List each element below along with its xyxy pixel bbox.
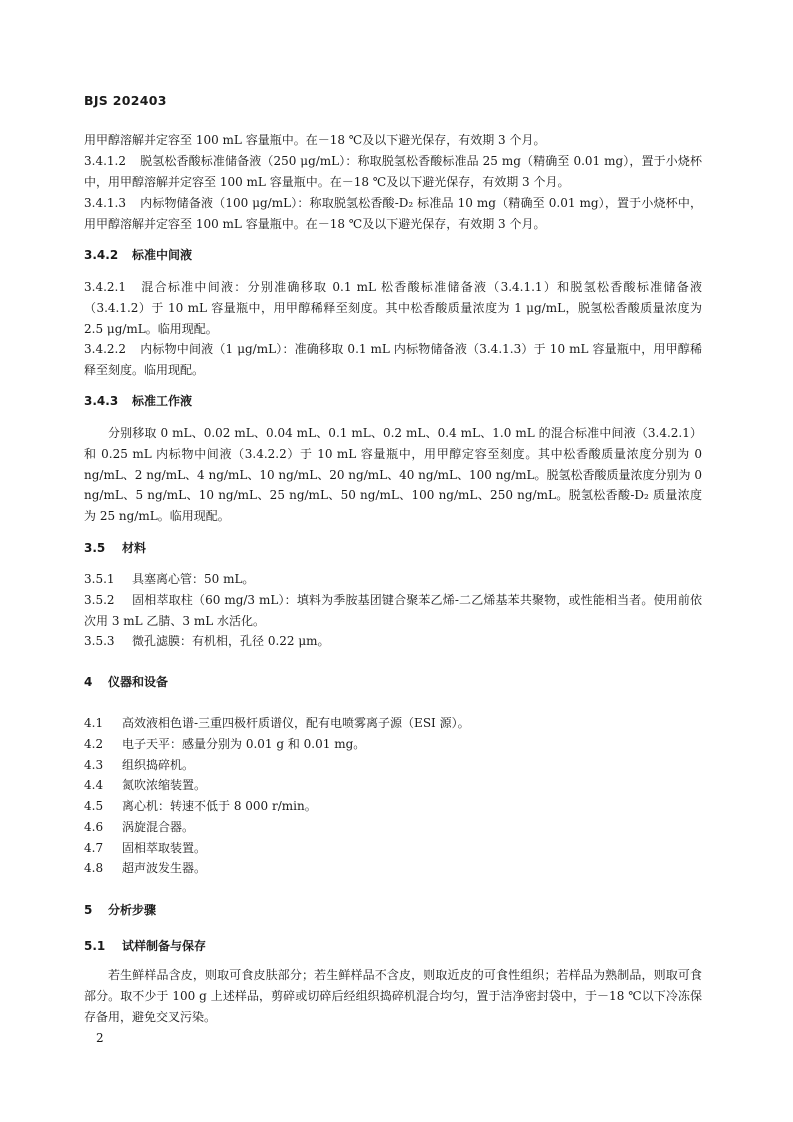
clause-text: 混合标准中间液：分别准确移取 0.1 mL 松香酸标准储备液（3.4.1.1）和脱氢松香酸标准储备液（3.4.1.2）于 10 mL 容量瓶中，用甲醇稀释至刻度。其中松香酸质量浓度为 1 μg/mL，脱氢松香酸质量浓度为 2.5 μg/mL。临用现配。 bbox=[84, 280, 702, 336]
standard-code: BJS 202403 bbox=[84, 93, 167, 108]
clause-number: 4.6 bbox=[84, 820, 104, 834]
heading-3-5 bbox=[84, 538, 146, 558]
clause-text: 固相萃取柱（60 mg/3 mL）：填料为季胺基团键合聚苯乙烯-二乙烯基苯共聚物，或性能相当者。使用前依次用 3 mL 乙腈、3 mL 水活化。 bbox=[84, 593, 702, 628]
clause-text: 具塞离心管：50 mL。 bbox=[132, 572, 255, 586]
heading-title: 试样制备与保存 bbox=[122, 939, 207, 953]
clause-4-3 bbox=[84, 755, 702, 776]
heading-4 bbox=[84, 672, 168, 692]
paragraph-text: 用甲醇溶解并定容至 100 mL 容量瓶中。在－18 ℃及以下避光保存，有效期 3 个月。 bbox=[84, 133, 546, 147]
paragraph-3-4-3 bbox=[84, 423, 702, 527]
clause-4-4 bbox=[84, 775, 702, 796]
heading-title: 标准工作液 bbox=[132, 394, 193, 408]
clause-number: 3.5.3 bbox=[84, 634, 115, 648]
clause-number: 4.7 bbox=[84, 841, 104, 855]
clause-3-5-3 bbox=[84, 631, 702, 652]
heading-number: 5 bbox=[84, 903, 93, 917]
clause-3-4-1-3 bbox=[84, 193, 702, 235]
clause-number: 4.2 bbox=[84, 737, 104, 751]
heading-number: 3.4.3 bbox=[84, 394, 119, 408]
clause-text: 组织捣碎机。 bbox=[122, 758, 195, 772]
heading-number: 3.5 bbox=[84, 541, 106, 555]
clause-text: 离心机：转速不低于 8 000 r/min。 bbox=[122, 799, 317, 813]
clause-text: 超声波发生器。 bbox=[122, 861, 207, 875]
clause-4-1 bbox=[84, 713, 702, 734]
clause-number: 4.4 bbox=[84, 778, 104, 792]
paragraph-text: 若生鲜样品含皮，则取可食皮肤部分；若生鲜样品不含皮，则取近皮的可食性组织；若样品为熟制品，则取可食部分。取不少于 100 g 上述样品，剪碎或切碎后经组织捣碎机混合均匀，置于洁净密封袋中，于－18 ℃以下冷冻保存备用，避免交叉污染。 bbox=[84, 968, 702, 1024]
heading-3-4-3 bbox=[84, 391, 192, 411]
heading-3-4-2 bbox=[84, 245, 192, 265]
page-number: 2 bbox=[96, 1031, 104, 1045]
clause-text: 内标物中间液（1 μg/mL）：准确移取 0.1 mL 内标物储备液（3.4.1.3）于 10 mL 容量瓶中，用甲醇稀释至刻度。临用现配。 bbox=[84, 342, 702, 377]
clause-number: 3.4.1.2 bbox=[84, 154, 126, 168]
clause-text: 内标物储备液（100 μg/mL）：称取脱氢松香酸-D₂ 标准品 10 mg（精确至 0.01 mg），置于小烧杯中，用甲醇溶解并定容至 100 mL 容量瓶中。在－18 ℃及以下避光保存，有效期 3 个月。 bbox=[84, 196, 702, 231]
clause-4-7 bbox=[84, 838, 702, 859]
clause-3-5-1 bbox=[84, 569, 702, 590]
heading-title: 分析步骤 bbox=[108, 903, 157, 917]
clause-number: 4.5 bbox=[84, 799, 104, 813]
clause-number: 4.1 bbox=[84, 716, 104, 730]
heading-title: 材料 bbox=[122, 541, 147, 555]
clause-3-4-1-2 bbox=[84, 151, 702, 193]
heading-5-1 bbox=[84, 936, 206, 956]
clause-text: 微孔滤膜：有机相，孔径 0.22 μm。 bbox=[132, 634, 330, 648]
clause-3-5-2 bbox=[84, 590, 702, 632]
clause-4-2 bbox=[84, 734, 702, 755]
clause-text: 固相萃取装置。 bbox=[122, 841, 207, 855]
heading-title: 仪器和设备 bbox=[108, 675, 169, 689]
paragraph-5-1 bbox=[84, 965, 702, 1027]
clause-number: 4.3 bbox=[84, 758, 104, 772]
clause-text: 涡旋混合器。 bbox=[122, 820, 195, 834]
clause-number: 4.8 bbox=[84, 861, 104, 875]
clause-number: 3.5.2 bbox=[84, 593, 115, 607]
clause-4-5 bbox=[84, 796, 702, 817]
paragraph-3-4-1-1-continued bbox=[84, 130, 702, 151]
clause-text: 脱氢松香酸标准储备液（250 μg/mL）：称取脱氢松香酸标准品 25 mg（精确至 0.01 mg），置于小烧杯中，用甲醇溶解并定容至 100 mL 容量瓶中。在－18 ℃及以下避光保存，有效期 3 个月。 bbox=[84, 154, 702, 189]
clause-number: 3.4.2.1 bbox=[84, 280, 126, 294]
clause-4-6 bbox=[84, 817, 702, 838]
heading-number: 5.1 bbox=[84, 939, 106, 953]
clause-text: 高效液相色谱-三重四极杆质谱仪，配有电喷雾离子源（ESI 源）。 bbox=[122, 716, 470, 730]
clause-number: 3.4.1.3 bbox=[84, 196, 126, 210]
clause-number: 3.5.1 bbox=[84, 572, 115, 586]
clause-4-8 bbox=[84, 858, 702, 879]
clause-text: 氮吹浓缩装置。 bbox=[122, 778, 207, 792]
paragraph-text: 分别移取 0 mL、0.02 mL、0.04 mL、0.1 mL、0.2 mL、0.4 mL、1.0 mL 的混合标准中间液（3.4.2.1）和 0.25 mL 内标物中间液（3.4.2.2）于 10 mL 容量瓶中，用甲醇定容至刻度。其中松香酸质量浓度分别为 0 ng/mL、2 ng/mL、4 ng/mL、10 ng/mL、20 ng/mL、40 ng/mL、100 ng/mL。脱氢松香酸质量浓度分别为 0 ng/mL、5 ng/mL、10 ng/mL、25 ng/mL、50 ng/mL、100 ng/mL、250 ng/mL。脱氢松香酸-D₂ 质量浓度为 25 ng/mL。临用现配。 bbox=[84, 426, 702, 524]
heading-5 bbox=[84, 900, 156, 920]
heading-number: 3.4.2 bbox=[84, 248, 119, 262]
clause-number: 3.4.2.2 bbox=[84, 342, 126, 356]
heading-number: 4 bbox=[84, 675, 93, 689]
heading-title: 标准中间液 bbox=[132, 248, 193, 262]
clause-text: 电子天平：感量分别为 0.01 g 和 0.01 mg。 bbox=[122, 737, 366, 751]
clause-3-4-2-1 bbox=[84, 277, 702, 339]
clause-3-4-2-2 bbox=[84, 339, 702, 381]
